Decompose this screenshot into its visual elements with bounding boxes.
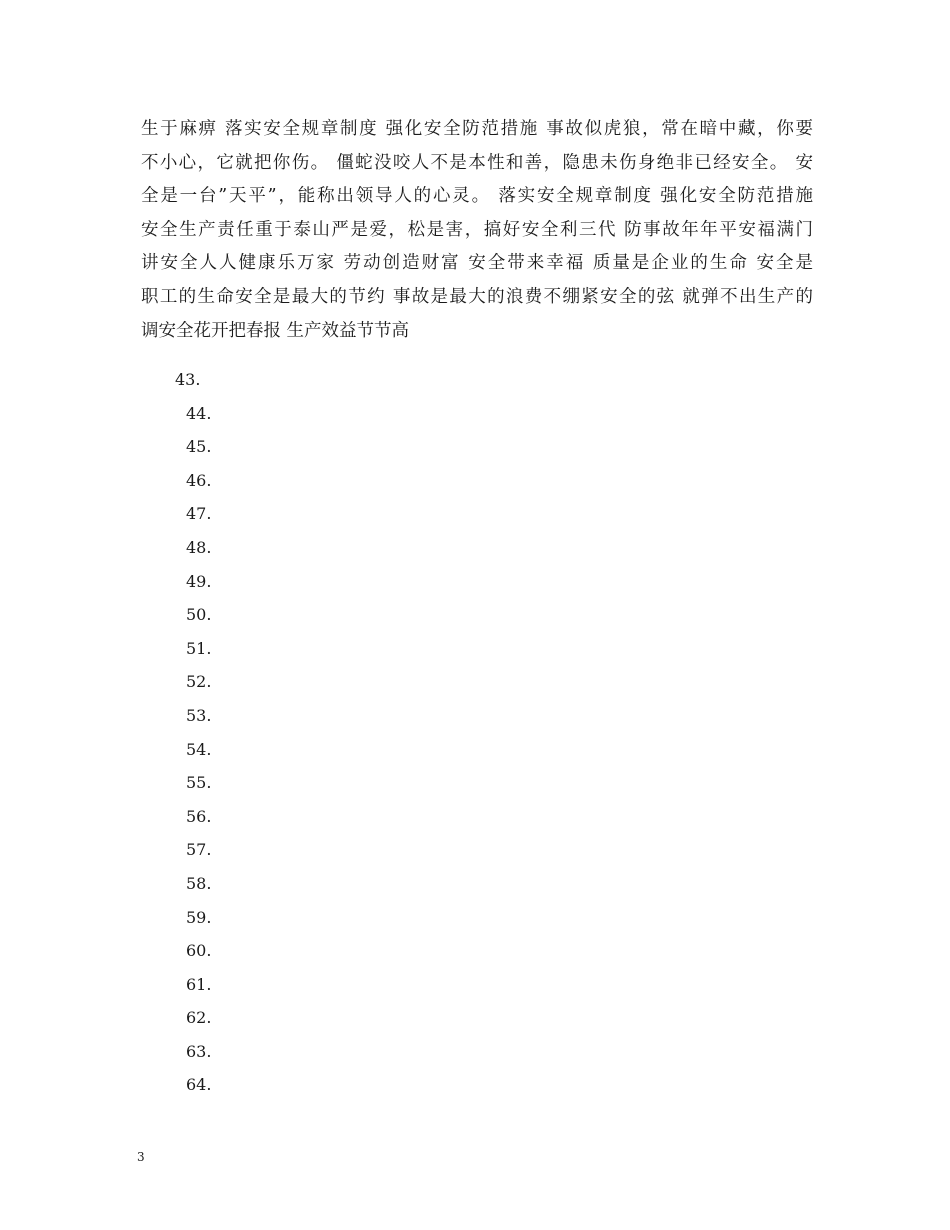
paragraph-line-5: 讲安全人人健康乐万家 劳动创造财富 安全带来幸福 质量是企业的生命 安全是 [141,253,813,274]
list-item: 47. [186,504,212,524]
list-item: 43. [175,370,201,389]
list-item: 50. [186,605,212,625]
list-item: 49. [186,571,212,591]
list-item: 44. [186,403,212,423]
list-item: 52. [186,672,212,692]
list-item: 63. [186,1041,212,1061]
list-item: 60. [186,941,212,961]
list-item: 45. [186,437,212,457]
paragraph-line-4: 安全生产责任重于泰山严是爱，松是害，搞好安全利三代 防事故年年平安福满门 [141,219,813,240]
list-item: 62. [186,1008,212,1028]
paragraph-line-6: 职工的生命安全是最大的节约 事故是最大的浪费不绷紧安全的弦 就弹不出生产的 [141,286,813,307]
page-number: 3 [137,1150,145,1164]
list-item: 48. [186,537,212,557]
paragraph-line-2: 不小心，它就把你伤。 僵蛇没咬人不是本性和善，隐患未伤身绝非已经安全。 安 [141,152,813,173]
body-paragraph [141,113,813,348]
paragraph-line-7: 调安全花开把春报 生产效益节节高 [141,320,410,341]
list-item: 51. [186,638,212,658]
paragraph-line-3: 全是一台”天平”，能称出领导人的心灵。 落实安全规章制度 强化安全防范措施 [141,186,813,207]
list-item: 54. [186,739,212,759]
list-item: 61. [186,974,212,994]
paragraph-line-1: 生于麻痹 落实安全规章制度 强化安全防范措施 事故似虎狼，常在暗中藏，你要 [141,119,813,139]
list-item: 55. [186,773,212,793]
list-item: 64. [186,1075,212,1095]
list-item: 58. [186,873,212,893]
numbered-list [0,363,400,1102]
list-item: 56. [186,806,212,826]
list-item: 57. [186,840,212,860]
list-item: 53. [186,705,212,725]
list-item: 46. [186,470,212,490]
list-item: 59. [186,907,212,927]
